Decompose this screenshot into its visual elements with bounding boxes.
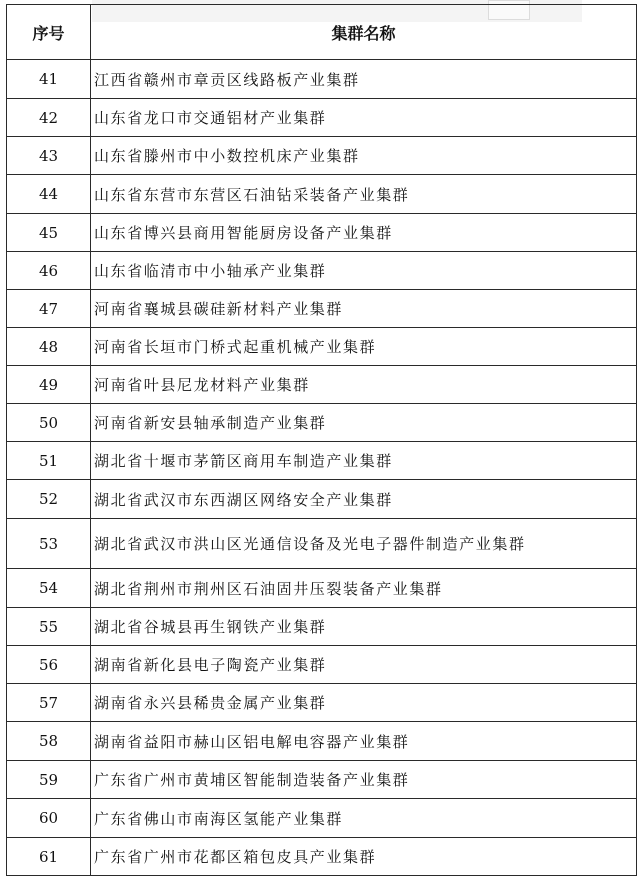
table-row bbox=[7, 328, 637, 366]
cluster-name: 湖北省十堰市茅箭区商用车制造产业集群 bbox=[91, 442, 637, 480]
row-index: 47 bbox=[7, 290, 91, 328]
table-row bbox=[7, 722, 637, 761]
row-index: 56 bbox=[7, 646, 91, 684]
table-row bbox=[7, 569, 637, 608]
table-row bbox=[7, 684, 637, 722]
row-index: 55 bbox=[7, 608, 91, 646]
row-index: 53 bbox=[7, 519, 91, 569]
row-index: 50 bbox=[7, 404, 91, 442]
cluster-name: 河南省长垣市门桥式起重机械产业集群 bbox=[91, 328, 637, 366]
cluster-name: 江西省赣州市章贡区线路板产业集群 bbox=[91, 60, 637, 99]
cluster-name: 山东省临清市中小轴承产业集群 bbox=[91, 252, 637, 290]
row-index: 58 bbox=[7, 722, 91, 761]
cluster-table bbox=[6, 4, 637, 876]
cluster-name: 河南省新安县轴承制造产业集群 bbox=[91, 404, 637, 442]
table-header-row bbox=[7, 5, 637, 60]
column-header-name: 集群名称 bbox=[91, 5, 637, 60]
table-row bbox=[7, 799, 637, 838]
row-index: 51 bbox=[7, 442, 91, 480]
row-index: 49 bbox=[7, 366, 91, 404]
table-row bbox=[7, 137, 637, 175]
row-index: 48 bbox=[7, 328, 91, 366]
table-row bbox=[7, 838, 637, 876]
row-index: 59 bbox=[7, 761, 91, 799]
table-row bbox=[7, 442, 637, 480]
cluster-name: 山东省博兴县商用智能厨房设备产业集群 bbox=[91, 214, 637, 252]
table-row bbox=[7, 519, 637, 569]
cluster-name: 湖北省谷城县再生钢铁产业集群 bbox=[91, 608, 637, 646]
row-index: 61 bbox=[7, 838, 91, 876]
row-index: 44 bbox=[7, 175, 91, 214]
row-index: 41 bbox=[7, 60, 91, 99]
cluster-name: 湖北省武汉市东西湖区网络安全产业集群 bbox=[91, 480, 637, 519]
cluster-name: 湖北省武汉市洪山区光通信设备及光电子器件制造产业集群 bbox=[91, 519, 637, 569]
cluster-name: 湖北省荆州市荆州区石油固井压裂装备产业集群 bbox=[91, 569, 637, 608]
table-row bbox=[7, 175, 637, 214]
column-header-index: 序号 bbox=[7, 5, 91, 60]
row-index: 46 bbox=[7, 252, 91, 290]
cluster-name: 山东省滕州市中小数控机床产业集群 bbox=[91, 137, 637, 175]
table-row bbox=[7, 646, 637, 684]
cluster-name: 湖南省永兴县稀贵金属产业集群 bbox=[91, 684, 637, 722]
table-row bbox=[7, 214, 637, 252]
table-row bbox=[7, 404, 637, 442]
cluster-name: 广东省广州市花都区箱包皮具产业集群 bbox=[91, 838, 637, 876]
row-index: 43 bbox=[7, 137, 91, 175]
cluster-name: 广东省广州市黄埔区智能制造装备产业集群 bbox=[91, 761, 637, 799]
cluster-name: 湖南省益阳市赫山区铝电解电容器产业集群 bbox=[91, 722, 637, 761]
row-index: 45 bbox=[7, 214, 91, 252]
cluster-name: 广东省佛山市南海区氢能产业集群 bbox=[91, 799, 637, 838]
row-index: 57 bbox=[7, 684, 91, 722]
cluster-name: 山东省东营市东营区石油钻采装备产业集群 bbox=[91, 175, 637, 214]
row-index: 54 bbox=[7, 569, 91, 608]
cluster-name: 河南省叶县尼龙材料产业集群 bbox=[91, 366, 637, 404]
table-row bbox=[7, 761, 637, 799]
table-row bbox=[7, 608, 637, 646]
table-row bbox=[7, 290, 637, 328]
table-row bbox=[7, 366, 637, 404]
cluster-name: 湖南省新化县电子陶瓷产业集群 bbox=[91, 646, 637, 684]
cluster-name: 河南省襄城县碳硅新材料产业集群 bbox=[91, 290, 637, 328]
table-row bbox=[7, 252, 637, 290]
table-row bbox=[7, 480, 637, 519]
table-body bbox=[7, 60, 637, 876]
row-index: 60 bbox=[7, 799, 91, 838]
row-index: 52 bbox=[7, 480, 91, 519]
row-index: 42 bbox=[7, 99, 91, 137]
table-row bbox=[7, 99, 637, 137]
table-row bbox=[7, 60, 637, 99]
cluster-name: 山东省龙口市交通铝材产业集群 bbox=[91, 99, 637, 137]
